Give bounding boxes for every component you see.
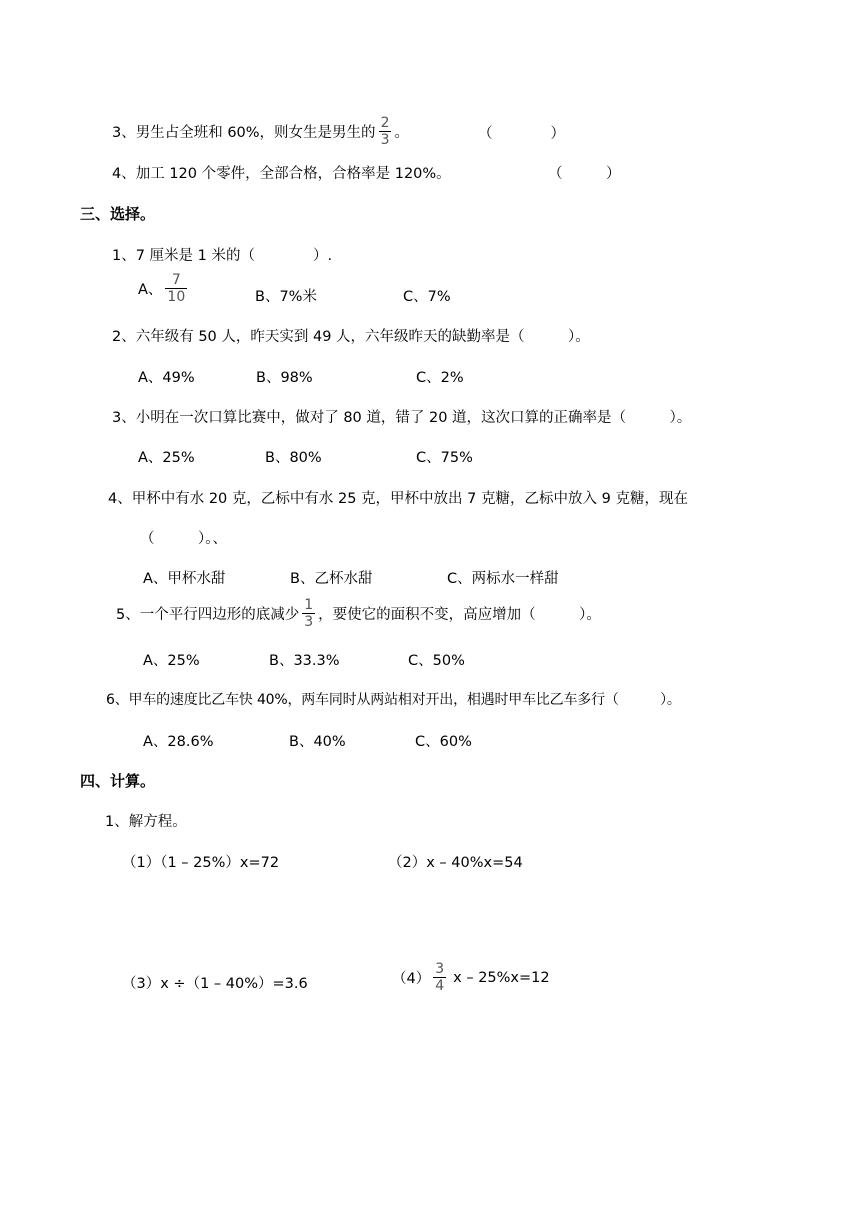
fraction: $\frac{7}{10}$ [167,272,186,305]
subsection-title: 1、解方程。 [105,814,187,830]
choice-question-6: 6、甲车的速度比乙车快 40%，两车同时从两站相对开出，相遇时甲车比乙车多行（ ）。 [106,692,681,708]
question-text: 3、男生占全班和 60%，则女生是男生的 [112,125,376,141]
choice-question-2: 2、六年级有 50 人，昨天实到 49 人，六年级昨天的缺勤率是（ ）。 [112,329,590,345]
answer-blank[interactable]: （ ） [548,166,621,182]
option-a: A、25% [138,450,195,466]
option-c: C、2% [416,370,464,386]
option-b: B、7%米 [255,289,317,305]
fraction: $\frac{1}{3}$ [304,597,314,630]
option-a: A、28.6% [143,734,214,750]
equation-2: （2）x – 40%x=54 [388,855,523,871]
option-b: B、33.3% [269,653,340,669]
option-b: B、98% [256,370,313,386]
option-c: C、两标水一样甜 [447,571,559,587]
option-c: C、60% [415,734,472,750]
judge-question-3: 3、男生占全班和 60%，则女生是男生的 $\frac{2}{3}$ 。 [112,115,409,148]
choice-question-4: 4、甲杯中有水 20 克，乙标中有水 25 克，甲杯中放出 7 克糖，乙标中放入 9 克糖，现在 [108,491,688,507]
equation-3: （3）x ÷（1 – 40%）=3.6 [122,976,308,992]
option-a: A、 $\frac{7}{10}$ [138,272,186,305]
equation-4: （4） $\frac{3}{4}$ x – 25%x=12 [392,961,550,994]
option-c: C、7% [403,289,451,305]
option-c: C、50% [408,653,465,669]
option-a: A、49% [138,370,195,386]
judge-question-4: 4、加工 120 个零件，全部合格，合格率是 120%。 [112,166,451,182]
fraction: $\frac{2}{3}$ [380,115,390,148]
option-b: B、40% [289,734,346,750]
choice-question-3: 3、小明在一次口算比赛中，做对了 80 道，错了 20 道，这次口算的正确率是（ ）。 [112,410,692,426]
section-title: 四、计算。 [80,772,156,790]
option-b: B、80% [265,450,322,466]
answer-blank[interactable]: （ ） [478,126,565,142]
option-c: C、75% [416,450,473,466]
section-title: 三、选择。 [80,205,156,223]
question-continuation: （ ）。、 [140,531,227,547]
fraction: $\frac{3}{4}$ [435,961,445,994]
equation-1: （1）（1 – 25%）x=72 [122,855,280,871]
choice-question-5: 5、一个平行四边形的底减少 $\frac{1}{3}$ ，要使它的面积不变，高应增加（ ）。 [116,597,601,630]
choice-question-1: 1、7 厘米是 1 米的（ ）. [112,248,333,264]
option-a: A、甲杯水甜 [143,571,226,587]
option-b: B、乙杯水甜 [290,571,373,587]
option-a: A、25% [143,653,200,669]
